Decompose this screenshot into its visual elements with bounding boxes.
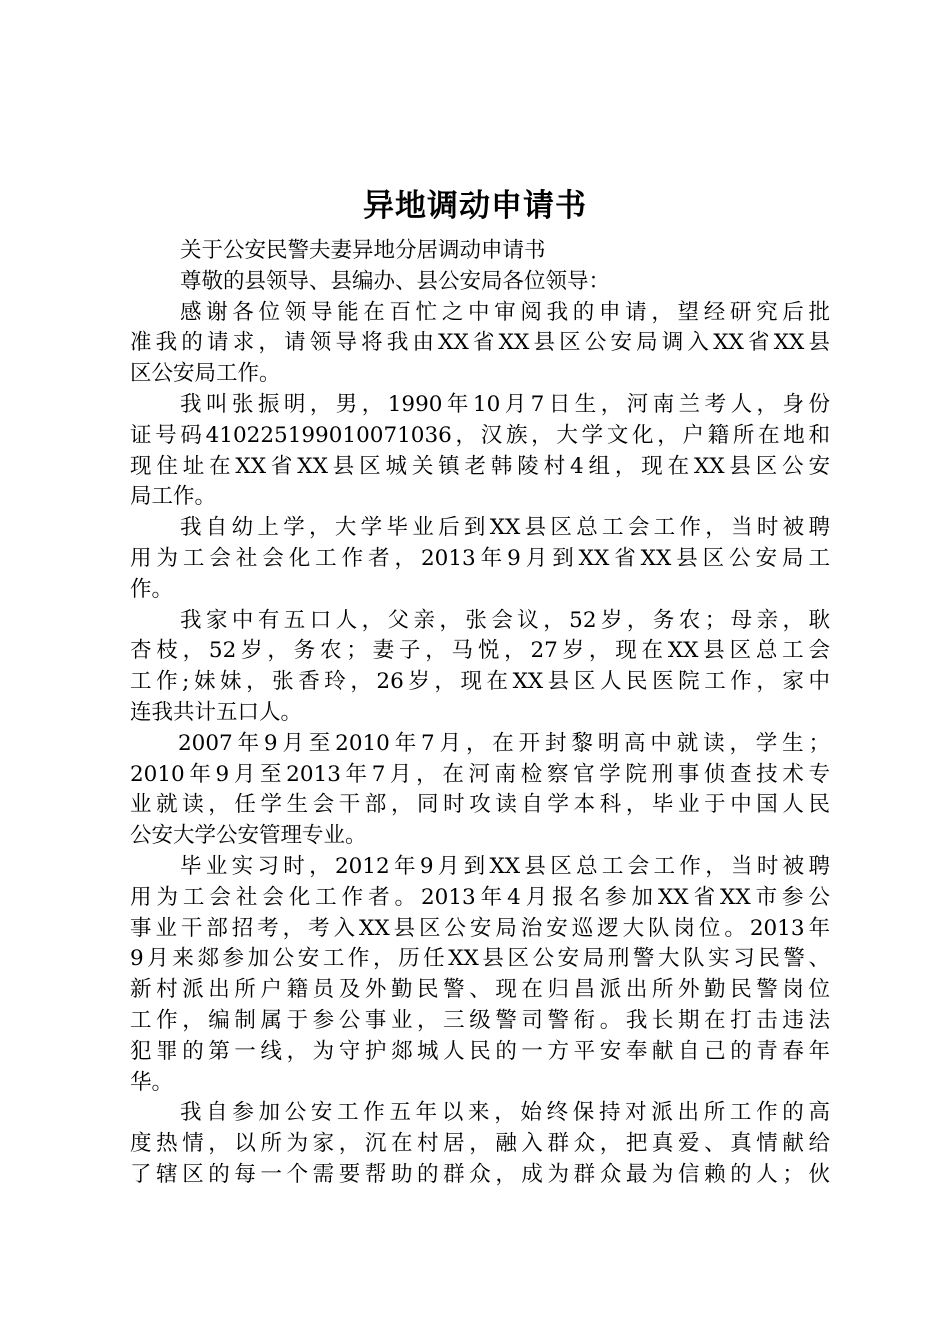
text-line: 犯罪的第一线，为守护郯城人民的一方平安奉献自己的青春年 [130, 1038, 830, 1064]
text-line: 杏枝，52岁，务农；妻子，马悦，27岁，现在XX县区总工会 [130, 638, 830, 664]
text-line: 2010年9月至2013年7月，在河南检察官学院刑事侦查技术专 [130, 761, 830, 787]
text-line: 现住址在XX省XX县区城关镇老韩陵村4组，现在XX县区公安 [130, 453, 830, 479]
text-line: 作。 [130, 576, 174, 602]
text-line: 华。 [130, 1069, 174, 1095]
text-line: 准我的请求，请领导将我由XX省XX县区公安局调入XX省XX县 [130, 330, 830, 356]
text-line: 局工作。 [130, 484, 217, 510]
text-line: 我叫张振明，男，1990年10月7日生，河南兰考人，身份 [180, 391, 830, 417]
text-line: 证号码410225199010071036，汉族，大学文化，户籍所在地和 [130, 422, 830, 448]
text-line: 事业干部招考，考入XX县区公安局治安巡逻大队岗位。2013年 [130, 915, 830, 941]
text-line: 关于公安民警夫妻异地分居调动申请书 [180, 238, 546, 263]
text-line: 连我共计五口人。 [130, 699, 303, 725]
text-line: 尊敬的县领导、县编办、县公安局各位领导： [180, 268, 611, 294]
text-line: 我自参加公安工作五年以来，始终保持对派出所工作的高 [180, 1100, 830, 1126]
text-line: 业就读，任学生会干部，同时攻读自学本科，毕业于中国人民 [130, 792, 830, 818]
text-line: 了辖区的每一个需要帮助的群众，成为群众最为信赖的人；伙 [130, 1161, 830, 1187]
text-line: 9月来郯参加公安工作，历任XX县区公安局刑警大队实习民警、 [130, 946, 830, 972]
text-line: 公安大学公安管理专业。 [130, 823, 367, 849]
text-line: 工作，编制属于参公事业，三级警司警衔。我长期在打击违法 [130, 1007, 830, 1033]
text-line: 区公安局工作。 [130, 361, 281, 387]
text-line: 用为工会社会化工作者，2013年9月到XX省XX县区公安局工 [130, 545, 830, 571]
text-line: 毕业实习时，2012年9月到XX县区总工会工作，当时被聘 [180, 853, 830, 879]
text-line: 我自幼上学，大学毕业后到XX县区总工会工作，当时被聘 [180, 515, 830, 541]
text-line: 新村派出所户籍员及外勤民警、现在归昌派出所外勤民警岗位 [130, 977, 830, 1003]
text-line: 我家中有五口人，父亲，张会议，52岁，务农；母亲，耿 [180, 607, 830, 633]
text-line: 用为工会社会化工作者。2013年4月报名参加XX省XX市参公 [130, 884, 830, 910]
text-line: 度热情，以所为家，沉在村居，融入群众，把真爱、真情献给 [130, 1131, 830, 1157]
text-line: 工作;妹妹，张香玲，26岁，现在XX县区人民医院工作，家中 [130, 669, 830, 695]
document-body [130, 236, 830, 1191]
document-title: 异地调动申请书 [363, 188, 587, 224]
text-line: 2007年9月至2010年7月，在开封黎明高中就读，学生； [178, 730, 830, 756]
text-line: 感谢各位领导能在百忙之中审阅我的申请，望经研究后批 [180, 299, 830, 325]
